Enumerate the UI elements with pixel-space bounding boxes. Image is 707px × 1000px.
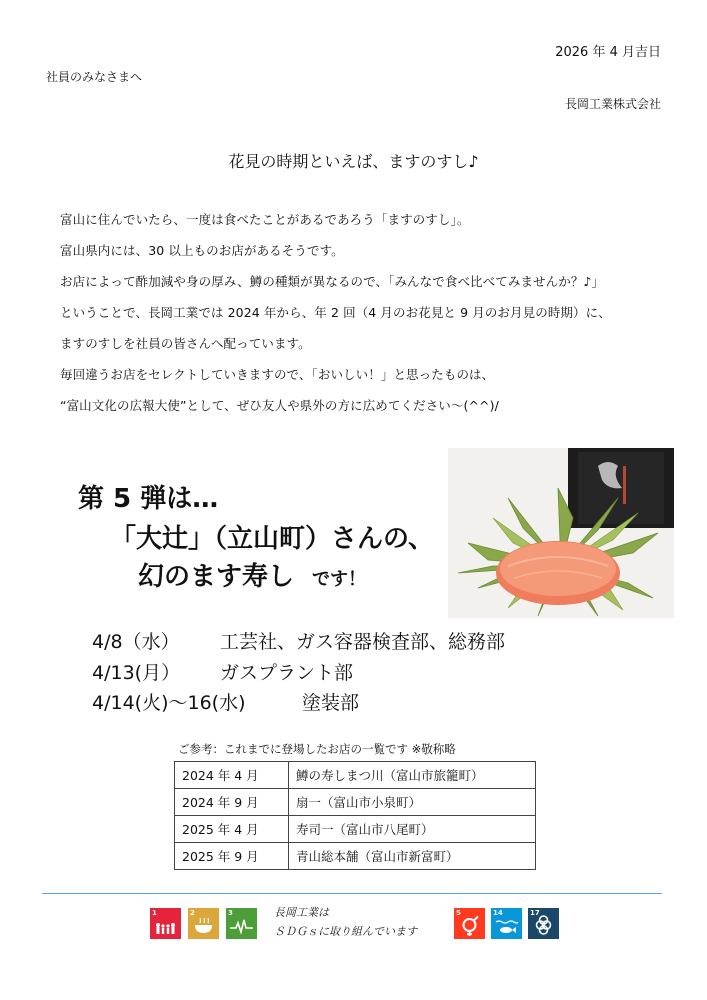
table-row <box>175 816 536 843</box>
schedule-row <box>92 658 353 685</box>
schedule-departments: 工芸社、ガス容器検査部、総務部 <box>220 631 506 653</box>
table-cell-shop: 寿司一（富山市八尾町） <box>289 816 536 843</box>
good-health-icon: 3 <box>226 908 257 939</box>
headline-suffix: です！ <box>312 569 367 590</box>
schedule-row <box>92 688 359 715</box>
life-below-water-icon: 14 <box>491 908 522 939</box>
body-line: ますのすしを社員の皆さんへ配っています。 <box>60 336 311 351</box>
schedule-date: 4/14(火)～16(水) <box>92 692 246 714</box>
reference-caption: ご参考：これまでに登場したお店の一覧です ※敬称略 <box>178 742 456 756</box>
table-cell-date: 2025 年 9 月 <box>175 843 289 870</box>
table-cell-shop: 青山総本舗（富山市新富町） <box>289 843 536 870</box>
recipient: 社員のみなさまへ <box>46 70 143 84</box>
sdgs-line-2: ＳＤＧｓに取り組んでいます <box>274 925 417 938</box>
table-row <box>175 789 536 816</box>
body-line: お店によって酢加減や身の厚み、鱒の種類が異なるので、「みんなで食べ比べてみませんか？♪」 <box>60 274 605 289</box>
body-line: 富山県内には、30 以上ものお店があるそうです。 <box>60 243 344 258</box>
sender-company: 長岡工業株式会社 <box>564 97 661 111</box>
table-cell-shop: 鱒の寿しまつ川（富山市旅籠町） <box>289 762 536 789</box>
schedule-row <box>92 627 505 654</box>
body-line: ということで、長岡工業では 2024 年から、年 2 回（4 月のお花見と 9 月のお月見の時期）に、 <box>60 305 611 320</box>
masu-sushi-photo <box>448 448 674 618</box>
reference-table <box>174 761 536 870</box>
document-date: 2026 年 4 月吉日 <box>555 45 661 60</box>
schedule-departments: 塗装部 <box>302 692 360 714</box>
sdgs-line-1: 長岡工業は <box>274 906 329 919</box>
no-poverty-icon: 1 <box>150 908 181 939</box>
table-row <box>175 843 536 870</box>
zero-hunger-icon: 2 <box>188 908 219 939</box>
headline-line-3 <box>138 556 366 593</box>
sdgs-statement <box>274 903 417 941</box>
partnerships-icon: 17 <box>528 908 559 939</box>
schedule-date: 4/13(月） <box>92 662 181 684</box>
headline-line-1: 第 5 弾は… <box>78 484 219 514</box>
gender-equality-icon: 5 <box>454 908 485 939</box>
footer-divider <box>42 893 662 894</box>
headline-line-2: 「大辻」（立山町）さんの、 <box>110 524 434 554</box>
product-name: 幻のます寿し <box>138 562 295 592</box>
table-row <box>175 762 536 789</box>
document-title: 花見の時期といえば、ますのすし♪ <box>228 152 479 171</box>
schedule-date: 4/8（水） <box>92 631 180 653</box>
body-line: 毎回違うお店をセレクトしていきますので、「おいしい！」と思ったものは、 <box>60 367 495 382</box>
table-cell-date: 2024 年 4 月 <box>175 762 289 789</box>
table-cell-date: 2025 年 4 月 <box>175 816 289 843</box>
table-cell-date: 2024 年 9 月 <box>175 789 289 816</box>
table-cell-shop: 扇一（富山市小泉町） <box>289 789 536 816</box>
body-line: 富山に住んでいたら、一度は食べたことがあるであろう「ますのすし」。 <box>60 212 470 227</box>
body-line: “富山文化の広報大使”として、ぜひ友人や県外の方に広めてください～(^^)/ <box>60 398 499 413</box>
schedule-departments: ガスプラント部 <box>220 662 354 684</box>
